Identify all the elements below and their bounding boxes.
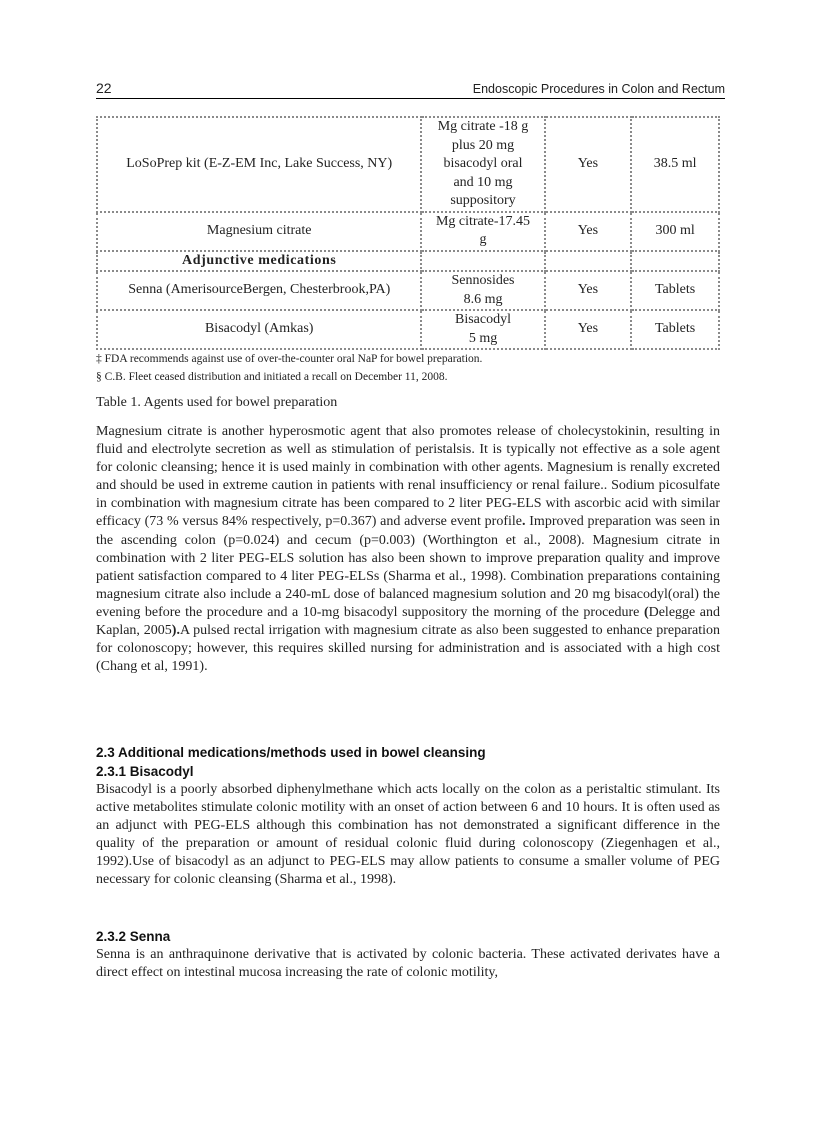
composition-cell (421, 271, 544, 310)
composition-line: bisacodyl oral (443, 156, 523, 171)
table-footnote: ‡ FDA recommends against use of over-the-counter oral NaP for bowel preparation. (96, 353, 483, 365)
bold-period: . (522, 514, 526, 530)
magnesium-citrate-paragraph (96, 423, 720, 676)
yes-cell: Yes (545, 271, 632, 310)
bowel-prep-agents-table (96, 116, 720, 350)
table-section-row (97, 251, 719, 272)
subsection-heading: 2.3.2 Senna (96, 929, 171, 944)
table-row (97, 310, 719, 349)
running-title: Endoscopic Procedures in Colon and Rectum (472, 82, 725, 96)
composition-line: Mg citrate -18 g (437, 119, 529, 134)
empty-cell (421, 251, 544, 272)
yes-cell: Yes (545, 310, 632, 349)
agent-name-cell: Magnesium citrate (97, 212, 421, 251)
agent-name-cell: Bisacodyl (Amkas) (97, 310, 421, 349)
empty-cell (631, 251, 719, 272)
table-caption: Table 1. Agents used for bowel preparation (96, 395, 338, 410)
paragraph-text: Magnesium citrate is another hyperosmotic agent that also promotes release of cholecystokinin, resulting in fluid and electrolyte secretion as well as stimulation of peristalsis. It is typically not effective as a sole agent for colonic cleansing; hence it is used mainly in combination with other agents. Magnesium is renally excreted and should be used in extreme caution in patients with renal insufficiency or renal failure.. Sodium picosulfate in combination with magnesium citrate has been compared to 2 liter PEG-ELS with ascorbic acid with similar efficacy (73 % versus 84% respectively, p=0.367) and adverse event profile (96, 424, 720, 530)
senna-paragraph: Senna is an anthraquinone derivative that is activated by colonic bacteria. These activated derivates have a direct effect on intestinal mucosa increasing the rate of colonic motility, (96, 947, 720, 981)
composition-cell (421, 310, 544, 349)
composition-line: plus 20 mg (451, 137, 515, 153)
bisacodyl-paragraph: Bisacodyl is a poorly absorbed diphenylmethane which acts locally on the colon as a peristaltic stimulant. Its active metabolites stimulate colonic motility with an onset of action between 6 and 10 hours. It is often used as an adjunct with PEG-ELS although this combination has not demonstrated a significant difference in the quality of the preparation or amount of residual colonic fluid during colonoscopy (Ziegenhagen et al., 1992).Use of bisacodyl as an adjunct to PEG-ELS may allow patients to consume a smaller volume of PEG necessary for colonic cleansing (Sharma et al., 1998). (96, 782, 720, 888)
empty-cell (545, 251, 632, 272)
subsection-heading: 2.3.1 Bisacodyl (96, 764, 194, 779)
table-row (97, 271, 719, 310)
bold-paren: ( (643, 604, 649, 620)
citation: Delegge and Kaplan, 2005 (96, 604, 721, 639)
volume-cell: 300 ml (631, 212, 719, 251)
table-row (97, 117, 719, 212)
paragraph-text: A pulsed rectal irrigation with magnesium citrate as also been suggested to enhance preparation for colonoscopy; however, this requires skilled nursing for administration and is associated with a high cost (Chang et al, 1991). (96, 623, 720, 675)
composition-line: suppository (450, 193, 516, 208)
composition-line: Sennosides (451, 273, 515, 288)
composition-cell (421, 117, 544, 212)
volume-cell: Tablets (631, 271, 719, 310)
yes-cell: Yes (545, 212, 632, 251)
composition-line: and 10 mg (453, 174, 513, 190)
paragraph-text: Improved preparation was seen in the ascending colon (p=0.024) and cecum (p=0.003) (Worthington et al., 2008). Magnesium citrate in combination with 2 liter PEG-ELS solution has also been shown to improve preparation quality and improve patient satisfaction compared to 4 liter PEG-ELSs (Sharma et al., 1998). Combination preparations containing magnesium citrate also include a 240-mL dose of balanced magnesium solution and 20 mg bisacodyl(oral) the evening before the procedure and a 10-mg bisacodyl suppository the morning of the procedure (96, 514, 720, 620)
table-row (97, 212, 719, 251)
yes-cell: Yes (545, 117, 632, 212)
composition-line: 8.6 mg (463, 291, 503, 307)
composition-line: g (479, 232, 487, 247)
volume-cell: 38.5 ml (631, 117, 719, 212)
table-footnote: § C.B. Fleet ceased distribution and initiated a recall on December 11, 2008. (96, 371, 448, 383)
composition-cell (421, 212, 544, 251)
composition-line: Bisacodyl (455, 312, 511, 327)
agent-name-cell: LoSoPrep kit (E-Z-EM Inc, Lake Success, NY) (97, 117, 421, 212)
composition-line: 5 mg (468, 330, 498, 346)
bold-paren: ). (171, 623, 180, 639)
section-heading: 2.3 Additional medications/methods used in bowel cleansing (96, 745, 486, 760)
page-number: 22 (96, 80, 112, 96)
composition-line: Mg citrate-17.45 (435, 213, 531, 229)
volume-cell: Tablets (631, 310, 719, 349)
section-heading-cell: Adjunctive medications (97, 251, 421, 272)
agent-name-cell: Senna (AmerisourceBergen, Chesterbrook,PA) (97, 271, 421, 310)
page-header (96, 80, 725, 99)
